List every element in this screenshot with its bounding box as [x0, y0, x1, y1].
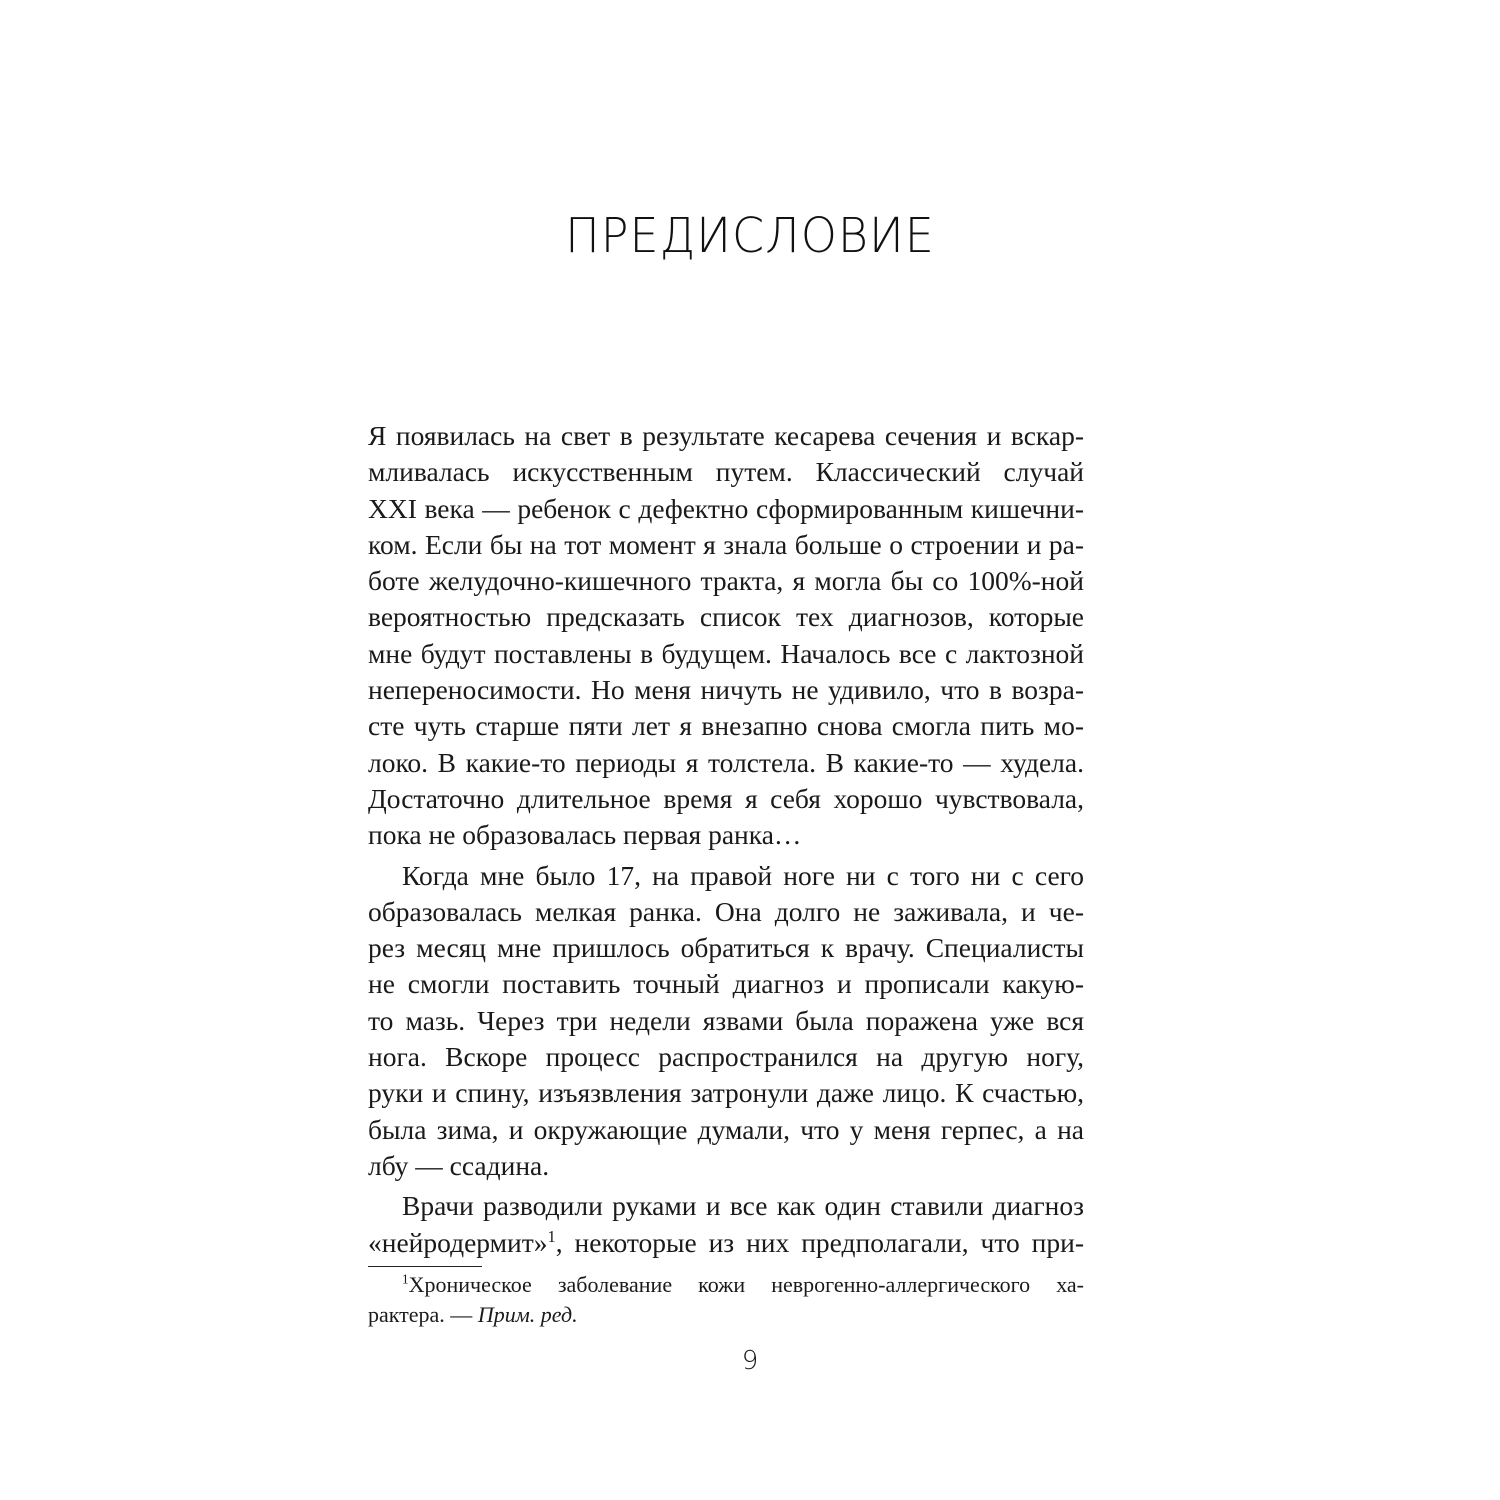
text-line: Когда мне было 17, на правой ноге ни с того ни с сего: [402, 859, 1084, 891]
quoted-term: «нейродермит»: [368, 1226, 548, 1258]
text-line: сте чуть старше пяти лет я внезапно снова смогла пить мо-: [368, 710, 1084, 742]
text-line: вероятностью предсказать список тех диагнозов, которые: [368, 601, 1084, 633]
text-line: мливалась искусственным путем. Классический случай: [368, 456, 1084, 488]
text-line: рез месяц мне пришлось обратиться к врачу. Специалисты: [368, 932, 1084, 964]
paragraph: [368, 858, 1084, 1185]
editor-note: Прим. ред.: [477, 1302, 578, 1327]
text-line: непереносимости. Но меня ничуть не удивило, что в возра-: [368, 674, 1084, 706]
text-line: ком. Если бы на тот момент я знала больше о строении и ра-: [368, 528, 1084, 560]
footnote-marker: 1: [402, 1271, 409, 1287]
footnote-line: [368, 1270, 1084, 1300]
text-fragment: , некоторые из них предполагали, что при-: [555, 1226, 1084, 1258]
footnote-text: Хроническое заболевание кожи неврогенно-аллергического ха-: [408, 1272, 1084, 1297]
text-line: Я появилась на свет в результате кесарева сечения и вскар-: [368, 420, 1084, 451]
chapter-title: ПРЕДИСЛОВИЕ: [565, 206, 935, 264]
text-line: руки и спину, изъязвления затронули даже лицо. К счастью,: [368, 1077, 1084, 1109]
text-line: XXI века — ребенок с дефектно сформированным кишечни-: [368, 492, 1084, 524]
text-line: локо. В какие-то периоды я толстела. В какие-то — худела.: [368, 746, 1084, 778]
footnote-ref[interactable]: 1: [547, 1226, 556, 1246]
text-line: [368, 1225, 1084, 1261]
footnote-text: рактера. —: [368, 1302, 478, 1327]
paragraph: [368, 418, 1084, 854]
text-line: мне будут поставлены в будущем. Началось все с лактозной: [368, 637, 1084, 669]
text-line: боте желудочно-кишечного тракта, я могла бы со 100%-ной: [368, 565, 1084, 597]
footnote-separator: [368, 1266, 482, 1267]
text-line: Врачи разводили руками и все как один ставили диагноз: [402, 1190, 1084, 1222]
text-line: то мазь. Через три недели язвами была поражена уже вся: [368, 1004, 1084, 1036]
footnote: [368, 1270, 1084, 1330]
text-line: нога. Вскоре процесс распространился на другую ногу,: [368, 1041, 1084, 1073]
page-number: 9: [741, 1346, 759, 1376]
text-line: Достаточно длительное время я себя хорошо чувствовала,: [368, 782, 1084, 814]
body-text: [368, 418, 1084, 1261]
text-line: не смогли поставить точный диагноз и прописали какую-: [368, 968, 1084, 1000]
text-line: образовалась мелкая ранка. Она долго не заживала, и че-: [368, 895, 1084, 927]
footnote-line: [368, 1300, 1084, 1330]
text-line: была зима, и окружающие думали, что у меня герпес, а на: [368, 1113, 1084, 1145]
text-line: лбу — ссадина.: [368, 1149, 550, 1181]
text-line: пока не образовалась первая ранка…: [368, 819, 802, 851]
paragraph: [368, 1188, 1084, 1261]
